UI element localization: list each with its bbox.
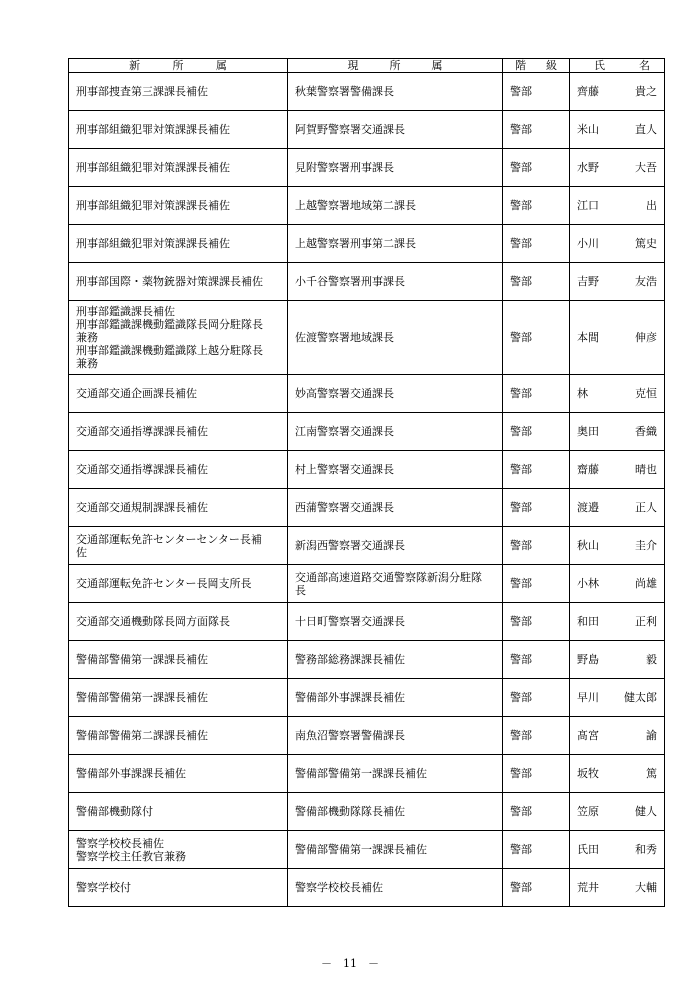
rank-cell	[503, 73, 570, 111]
current-post-cell	[288, 527, 503, 565]
header-char: 属	[215, 59, 227, 72]
new-post-line: 警備部外事課課長補佐	[76, 767, 186, 780]
given-name: 出	[646, 199, 657, 212]
rank-text: 警部	[510, 767, 532, 780]
new-post-line: 刑事部組織犯罪対策課課長補佐	[76, 123, 230, 136]
given-name: 貴之	[635, 85, 657, 98]
new-post-line: 交通部運転免許センターセンター長補	[76, 532, 262, 546]
name-cell	[570, 755, 665, 793]
rank-cell	[503, 451, 570, 489]
new-post-line: 警備部警備第一課課長補佐	[76, 653, 208, 666]
given-name: 克恒	[635, 387, 657, 400]
rank-text: 警部	[510, 123, 532, 136]
header-char: 所	[389, 59, 401, 72]
given-name: 大吾	[635, 161, 657, 174]
current-post-cell	[288, 187, 503, 225]
person-name	[577, 653, 657, 666]
person-name	[577, 463, 657, 476]
table-row	[69, 603, 665, 641]
table-row	[69, 187, 665, 225]
header-name	[570, 59, 665, 73]
person-name	[577, 387, 657, 400]
header-char: 所	[172, 59, 184, 72]
new-post-cell	[69, 679, 288, 717]
current-post-cell	[288, 755, 503, 793]
name-cell	[570, 869, 665, 907]
rank-cell	[503, 565, 570, 603]
person-name	[577, 805, 657, 818]
page-number: － 11 －	[321, 957, 379, 970]
current-post-line: 上越警察署地域第二課長	[295, 199, 416, 212]
new-post-line: 警備部警備第一課課長補佐	[76, 691, 208, 704]
rank-cell	[503, 375, 570, 413]
new-post-cell	[69, 73, 288, 111]
table-row	[69, 793, 665, 831]
table-body	[69, 73, 665, 907]
new-post-line: 刑事部鑑識課機動鑑識隊長岡分駐隊長	[76, 318, 263, 331]
given-name: 健人	[635, 805, 657, 818]
family-name: 氏田	[577, 843, 599, 856]
given-name: 圭介	[635, 539, 657, 552]
current-post-line: 西蒲警察署交通課長	[295, 501, 394, 514]
new-post-cell	[69, 301, 288, 375]
current-post-line: 阿賀野警察署交通課長	[295, 123, 405, 136]
rank-text: 警部	[510, 805, 532, 818]
rank-text: 警部	[510, 331, 532, 344]
current-post-cell	[288, 565, 503, 603]
rank-cell	[503, 187, 570, 225]
family-name: 齊藤	[577, 85, 599, 98]
name-cell	[570, 451, 665, 489]
header-new-post	[69, 59, 288, 73]
rank-text: 警部	[510, 199, 532, 212]
given-name: 伸彦	[635, 331, 657, 344]
rank-cell	[503, 831, 570, 869]
name-cell	[570, 679, 665, 717]
person-name	[577, 881, 657, 894]
given-name: 友浩	[635, 275, 657, 288]
rank-cell	[503, 413, 570, 451]
current-post-cell	[288, 263, 503, 301]
header-row	[69, 59, 665, 73]
new-post-line: 刑事部鑑識課長補佐	[76, 305, 175, 318]
name-cell	[570, 565, 665, 603]
given-name: 篤史	[635, 237, 657, 250]
header-char: 新	[129, 59, 141, 72]
new-post-cell	[69, 149, 288, 187]
current-post-line: 警備部警備第一課課長補佐	[295, 843, 427, 856]
person-name	[577, 843, 657, 856]
table-row	[69, 225, 665, 263]
given-name: 尚雄	[635, 577, 657, 590]
current-post-cell	[288, 413, 503, 451]
table-row	[69, 717, 665, 755]
table-row	[69, 451, 665, 489]
header-char: 属	[431, 59, 443, 72]
name-cell	[570, 413, 665, 451]
rank-text: 警部	[510, 463, 532, 476]
rank-text: 警部	[510, 161, 532, 174]
new-post-line: 刑事部捜査第三課課長補佐	[76, 85, 208, 98]
name-cell	[570, 641, 665, 679]
current-post-line: 警備部外事課課長補佐	[295, 691, 405, 704]
given-name: 香織	[635, 425, 657, 438]
family-name: 荒井	[577, 881, 599, 894]
current-post-line: 交通部高速道路交通警察隊新潟分駐隊	[295, 570, 482, 584]
rank-text: 警部	[510, 577, 532, 590]
name-cell	[570, 603, 665, 641]
person-name	[577, 123, 657, 136]
person-name	[577, 425, 657, 438]
new-post-line: 警備部機動隊付	[76, 805, 153, 818]
rank-cell	[503, 527, 570, 565]
table-row	[69, 111, 665, 149]
current-post-line: 村上警察署交通課長	[295, 463, 394, 476]
person-name	[577, 539, 657, 552]
family-name: 本間	[577, 331, 599, 344]
current-post-cell	[288, 301, 503, 375]
new-post-line: 兼務	[76, 357, 98, 370]
new-post-line: 警備部警備第二課課長補佐	[76, 729, 208, 742]
new-post-line: 兼務	[76, 331, 98, 344]
new-post-line: 交通部交通指導課課長補佐	[76, 463, 208, 476]
rank-text: 警部	[510, 275, 532, 288]
rank-text: 警部	[510, 691, 532, 704]
rank-text: 警部	[510, 425, 532, 438]
header-current-post	[288, 59, 503, 73]
new-post-cell	[69, 187, 288, 225]
new-post-cell	[69, 565, 288, 603]
new-post-line: 刑事部鑑識課機動鑑識隊上越分駐隊長	[76, 344, 263, 357]
current-post-line: 妙高警察署交通課長	[295, 387, 394, 400]
given-name: 大輔	[635, 881, 657, 894]
current-post-cell	[288, 225, 503, 263]
family-name: 渡邉	[577, 501, 599, 514]
current-post-line: 警備部機動隊隊長補佐	[295, 805, 405, 818]
person-name	[577, 729, 657, 742]
new-post-cell	[69, 263, 288, 301]
table-row	[69, 149, 665, 187]
personnel-table	[68, 58, 665, 907]
current-post-line: 秋葉警察署警備課長	[295, 85, 394, 98]
table-row	[69, 489, 665, 527]
current-post-cell	[288, 831, 503, 869]
person-name	[577, 85, 657, 98]
current-post-cell	[288, 451, 503, 489]
given-name: 正利	[635, 615, 657, 628]
table-row	[69, 679, 665, 717]
family-name: 髙宮	[577, 729, 599, 742]
person-name	[577, 237, 657, 250]
current-post-cell	[288, 73, 503, 111]
table-row	[69, 869, 665, 907]
rank-text: 警部	[510, 539, 532, 552]
table-row	[69, 527, 665, 565]
current-post-line: 警察学校校長補佐	[295, 881, 383, 894]
family-name: 秋山	[577, 539, 599, 552]
rank-text: 警部	[510, 85, 532, 98]
table-row	[69, 73, 665, 111]
rank-cell	[503, 111, 570, 149]
new-post-cell	[69, 413, 288, 451]
given-name: 毅	[646, 653, 657, 666]
family-name: 坂牧	[577, 767, 599, 780]
rank-cell	[503, 603, 570, 641]
new-post-cell	[69, 375, 288, 413]
table-row	[69, 375, 665, 413]
name-cell	[570, 73, 665, 111]
rank-cell	[503, 679, 570, 717]
new-post-line: 警察学校校長補佐	[76, 836, 164, 850]
table-row	[69, 641, 665, 679]
family-name: 江口	[577, 199, 599, 212]
person-name	[577, 199, 657, 212]
name-cell	[570, 831, 665, 869]
new-post-line: 刑事部国際・薬物銃器対策課課長補佐	[76, 275, 263, 288]
current-post-cell	[288, 717, 503, 755]
new-post-cell	[69, 603, 288, 641]
rank-cell	[503, 641, 570, 679]
family-name: 小川	[577, 237, 599, 250]
current-post-line: 小千谷警察署刑事課長	[295, 275, 405, 288]
current-post-line: 警務部総務課課長補佐	[295, 653, 405, 666]
new-post-line: 交通部交通企画課長補佐	[76, 387, 197, 400]
header-char: 現	[347, 59, 359, 72]
given-name: 晴也	[635, 463, 657, 476]
rank-cell	[503, 149, 570, 187]
new-post-cell	[69, 793, 288, 831]
person-name	[577, 691, 657, 704]
rank-text: 警部	[510, 387, 532, 400]
rank-text: 警部	[510, 615, 532, 628]
given-name: 直人	[635, 123, 657, 136]
current-post-cell	[288, 149, 503, 187]
current-post-line: 長	[295, 583, 306, 597]
new-post-cell	[69, 641, 288, 679]
current-post-line: 佐渡警察署地域課長	[295, 331, 394, 344]
name-cell	[570, 489, 665, 527]
current-post-line: 江南警察署交通課長	[295, 425, 394, 438]
rank-cell	[503, 869, 570, 907]
rank-cell	[503, 755, 570, 793]
rank-text: 警部	[510, 501, 532, 514]
person-name	[577, 577, 657, 590]
given-name: 篤	[646, 767, 657, 780]
current-post-line: 見附警察署刑事課長	[295, 161, 394, 174]
header-char: 階	[515, 59, 526, 72]
new-post-line: 佐	[76, 545, 87, 559]
new-post-cell	[69, 527, 288, 565]
current-post-line: 南魚沼警察署警備課長	[295, 729, 405, 742]
table-row	[69, 565, 665, 603]
new-post-line: 警察学校付	[76, 881, 131, 894]
family-name: 小林	[577, 577, 599, 590]
current-post-line: 新潟西警察署交通課長	[295, 539, 405, 552]
family-name: 林	[577, 387, 588, 400]
new-post-line: 刑事部組織犯罪対策課課長補佐	[76, 161, 230, 174]
current-post-line: 上越警察署刑事第二課長	[295, 237, 416, 250]
family-name: 米山	[577, 123, 599, 136]
new-post-line: 刑事部組織犯罪対策課課長補佐	[76, 199, 230, 212]
rank-text: 警部	[510, 237, 532, 250]
current-post-cell	[288, 679, 503, 717]
given-name: 健太郎	[624, 691, 657, 704]
rank-text: 警部	[510, 729, 532, 742]
name-cell	[570, 793, 665, 831]
new-post-line: 刑事部組織犯罪対策課課長補佐	[76, 237, 230, 250]
person-name	[577, 615, 657, 628]
table-row	[69, 831, 665, 869]
person-name	[577, 331, 657, 344]
family-name: 吉野	[577, 275, 599, 288]
rank-text: 警部	[510, 653, 532, 666]
rank-text: 警部	[510, 881, 532, 894]
family-name: 奥田	[577, 425, 599, 438]
current-post-line: 十日町警察署交通課長	[295, 615, 405, 628]
family-name: 水野	[577, 161, 599, 174]
new-post-cell	[69, 111, 288, 149]
name-cell	[570, 187, 665, 225]
name-cell	[570, 527, 665, 565]
given-name: 和秀	[635, 843, 657, 856]
given-name: 正人	[635, 501, 657, 514]
table-row	[69, 413, 665, 451]
header-char: 級	[546, 59, 557, 72]
person-name	[577, 501, 657, 514]
family-name: 和田	[577, 615, 599, 628]
family-name: 笠原	[577, 805, 599, 818]
name-cell	[570, 263, 665, 301]
rank-cell	[503, 263, 570, 301]
new-post-cell	[69, 869, 288, 907]
current-post-cell	[288, 489, 503, 527]
new-post-cell	[69, 831, 288, 869]
new-post-cell	[69, 451, 288, 489]
new-post-cell	[69, 225, 288, 263]
header-rank	[503, 59, 570, 73]
name-cell	[570, 717, 665, 755]
name-cell	[570, 225, 665, 263]
header-char: 名	[639, 59, 650, 72]
current-post-cell	[288, 869, 503, 907]
new-post-line: 交通部交通規制課課長補佐	[76, 501, 208, 514]
rank-cell	[503, 717, 570, 755]
current-post-cell	[288, 793, 503, 831]
given-name: 諭	[646, 729, 657, 742]
name-cell	[570, 111, 665, 149]
person-name	[577, 767, 657, 780]
table-row	[69, 301, 665, 375]
current-post-cell	[288, 641, 503, 679]
current-post-cell	[288, 603, 503, 641]
new-post-line: 交通部運転免許センター長岡支所長	[76, 577, 252, 590]
new-post-cell	[69, 717, 288, 755]
rank-cell	[503, 793, 570, 831]
family-name: 早川	[577, 691, 599, 704]
current-post-cell	[288, 111, 503, 149]
rank-cell	[503, 301, 570, 375]
new-post-cell	[69, 755, 288, 793]
new-post-line: 交通部交通機動隊長岡方面隊長	[76, 615, 230, 628]
new-post-line: 交通部交通指導課課長補佐	[76, 425, 208, 438]
rank-cell	[503, 225, 570, 263]
new-post-cell	[69, 489, 288, 527]
table-row	[69, 263, 665, 301]
family-name: 齋藤	[577, 463, 599, 476]
person-name	[577, 161, 657, 174]
current-post-cell	[288, 375, 503, 413]
name-cell	[570, 301, 665, 375]
rank-cell	[503, 489, 570, 527]
name-cell	[570, 149, 665, 187]
header-char: 氏	[594, 59, 605, 72]
rank-text: 警部	[510, 843, 532, 856]
table-row	[69, 755, 665, 793]
new-post-line: 警察学校主任教官兼務	[76, 849, 186, 863]
family-name: 野島	[577, 653, 599, 666]
name-cell	[570, 375, 665, 413]
current-post-line: 警備部警備第一課課長補佐	[295, 767, 427, 780]
person-name	[577, 275, 657, 288]
